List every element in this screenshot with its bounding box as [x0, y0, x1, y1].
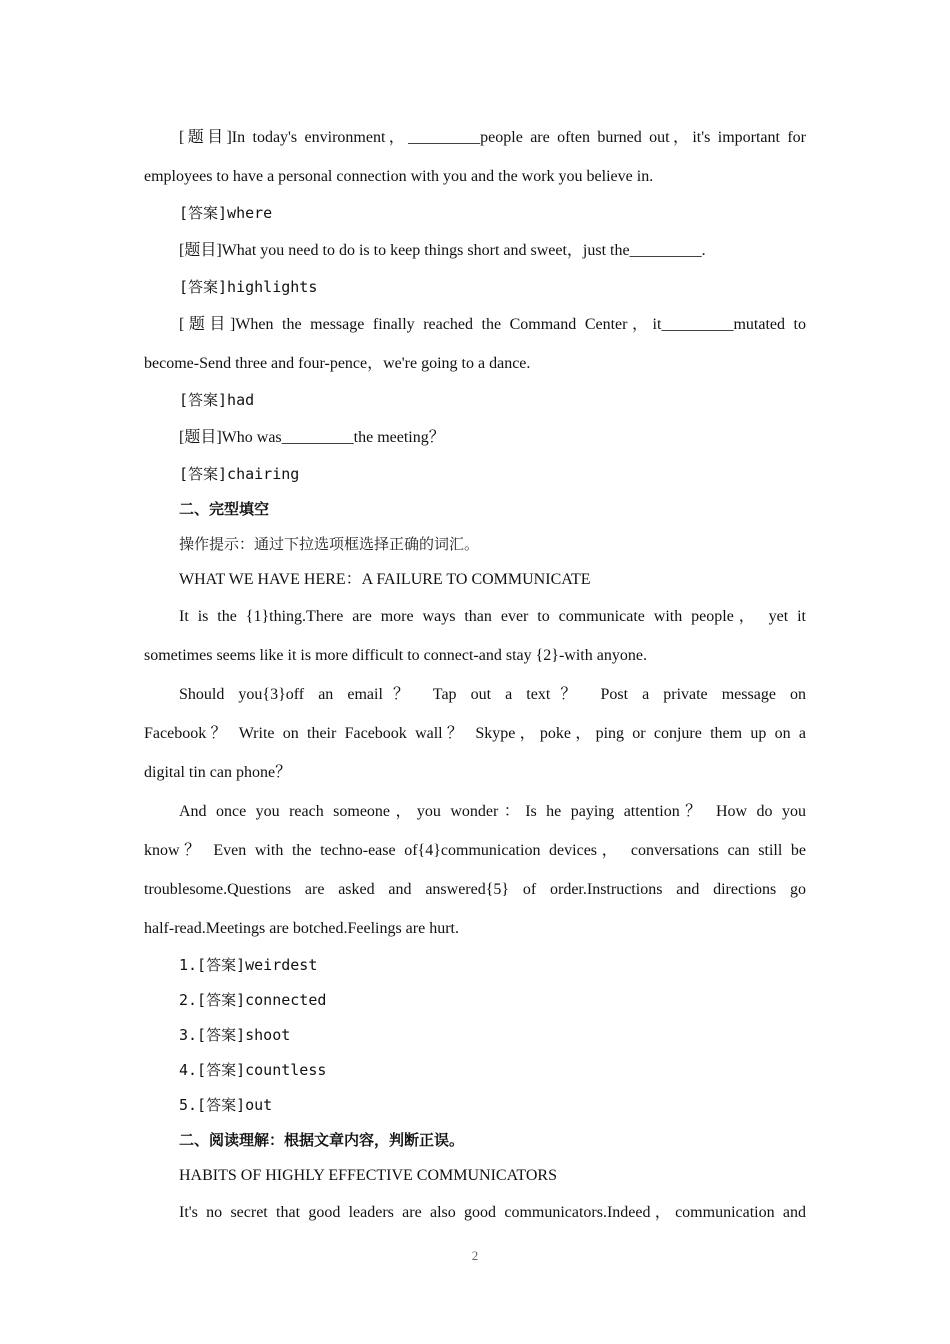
cloze-para-1-line-1: It is the {1}thing.There are more ways than ever to communicate with people， yet it	[179, 608, 806, 625]
question-4-line-1: [题目]Who was_________the meeting？	[179, 429, 445, 446]
cloze-para-3-line-3: troublesome.Questions are asked and answered{5} of order.Instructions and directions go	[144, 881, 806, 898]
question-3-line-1: [题目]When the message finally reached the Command Center，it_________mutated to	[179, 316, 806, 333]
cloze-para-2-line-3: digital tin can phone？	[144, 764, 292, 781]
cloze-para-2-line-2: Facebook？ Write on their Facebook wall？ Skype，poke，ping or conjure them up on a	[144, 725, 806, 742]
reading-para-1-line-1: It's no secret that good leaders are also good communicators.Indeed，communication and	[179, 1204, 806, 1221]
cloze-answer-2: 2.[答案]connected	[179, 991, 327, 1009]
cloze-para-3-line-1: And once you reach someone，you wonder：Is he paying attention？ How do you	[179, 803, 806, 820]
cloze-para-2-line-1: Should you{3}off an email？ Tap out a text？ Post a private message on	[179, 686, 806, 703]
section-3-title: HABITS OF HIGHLY EFFECTIVE COMMUNICATORS	[179, 1167, 557, 1184]
answer-1: [答案]where	[179, 204, 273, 222]
section-2-tip: 操作提示：通过下拉选项框选择正确的词汇。	[179, 535, 480, 553]
answer-3: [答案]had	[179, 391, 255, 409]
question-1-line-2: employees to have a personal connection with you and the work you believe in.	[144, 168, 654, 185]
answer-4: [答案]chairing	[179, 465, 300, 483]
cloze-answer-1: 1.[答案]weirdest	[179, 956, 318, 974]
cloze-answer-5: 5.[答案]out	[179, 1096, 273, 1114]
question-2-line-1: [题目]What you need to do is to keep things short and sweet，just the_________.	[179, 242, 706, 259]
cloze-answer-3: 3.[答案]shoot	[179, 1026, 291, 1044]
question-1-line-1: [题目]In today's environment，_________people are often burned out，it's important for	[179, 129, 806, 146]
cloze-para-1-line-2: sometimes seems like it is more difficult to connect-and stay {2}-with anyone.	[144, 647, 647, 664]
cloze-para-3-line-4: half-read.Meetings are botched.Feelings are hurt.	[144, 920, 459, 937]
question-3-line-2: become-Send three and four-pence，we're going to a dance.	[144, 355, 531, 372]
section-2-heading: 二、完型填空	[179, 500, 270, 518]
cloze-para-3-line-2: know？ Even with the techno-ease of{4}communication devices， conversations can still be	[144, 842, 806, 859]
section-2-title: WHAT WE HAVE HERE：A FAILURE TO COMMUNICATE	[179, 571, 591, 588]
cloze-answer-4: 4.[答案]countless	[179, 1061, 327, 1079]
document-page	[144, 118, 806, 1232]
page-number: 2	[471, 1248, 479, 1263]
answer-2: [答案]highlights	[179, 278, 318, 296]
section-3-heading: 二、阅读理解：根据文章内容，判断正误。	[179, 1131, 465, 1149]
